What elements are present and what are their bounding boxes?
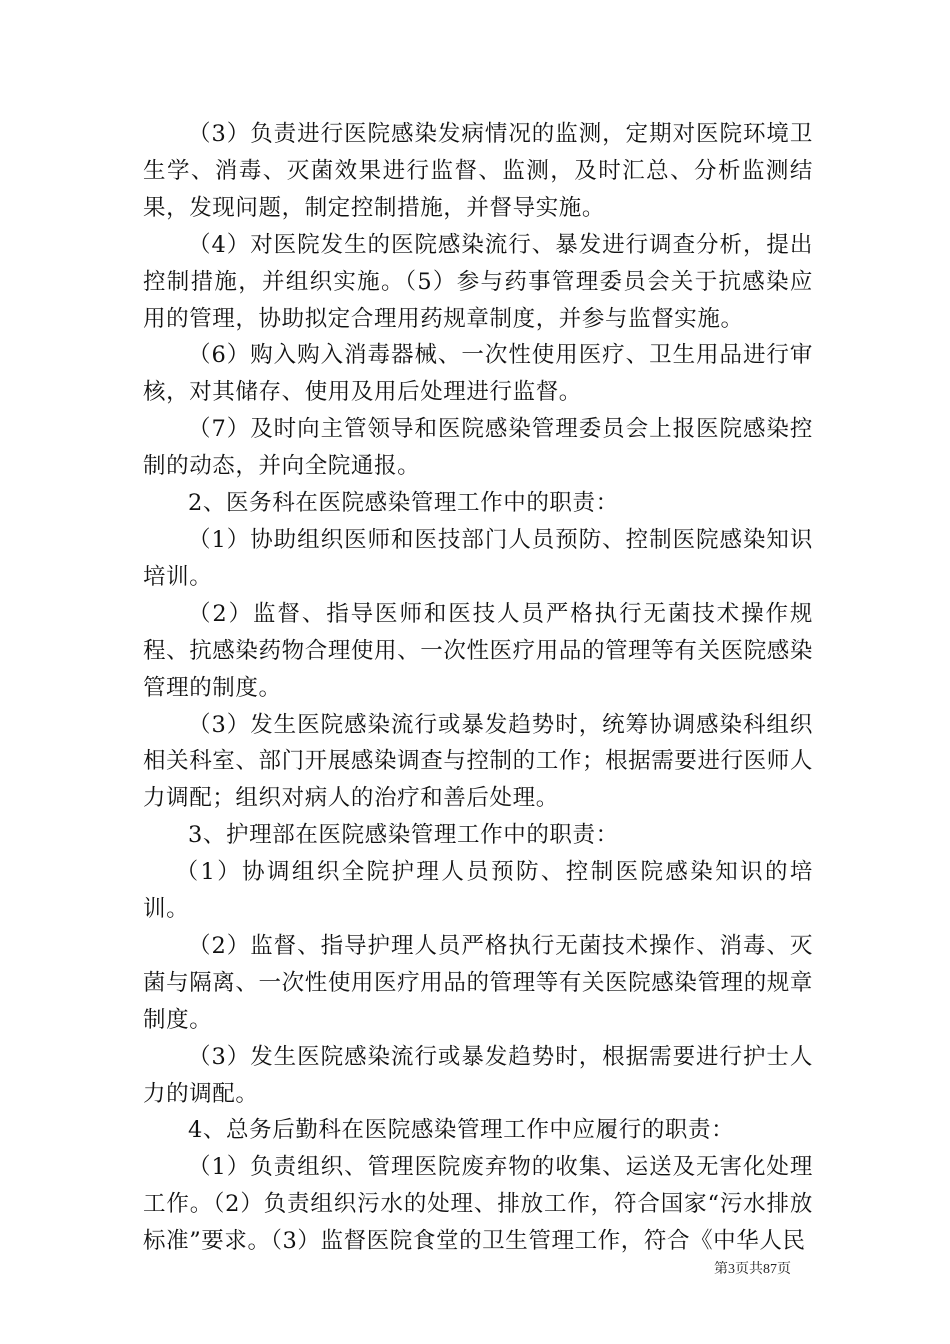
paragraph-infection-monitoring: （3）负责进行医院感染发病情况的监测，定期对医院环境卫生学、消毒、灭菌效果进行监督、监测，及时汇总、分析监测结果，发现问题，制定控制措施，并督导实施。 <box>143 121 813 221</box>
paragraph-nursing-supervision: （2）监督、指导护理人员严格执行无菌技术操作、消毒、灭菌与隔离、一次性使用医疗用品的管理等有关医院感染管理的规章制度。 <box>143 932 813 1033</box>
paragraph-procurement-review: （6）购入购入消毒器械、一次性使用医疗、卫生用品进行审核，对其储存、使用及用后处理进行监督。 <box>143 342 813 406</box>
section-heading-logistics: 4、总务后勤科在医院感染管理工作中应履行的职责： <box>188 1117 735 1144</box>
paragraph-reporting: （7）及时向主管领导和医院感染管理委员会上报医院感染控制的动态，并向全院通报。 <box>143 416 813 480</box>
paragraph-medical-outbreak-coordination: （3）发生医院感染流行或暴发趋势时，统筹协调感染科组织相关科室、部门开展感染调查与控制的工作；根据需要进行医师人力调配；组织对病人的治疗和善后处理。 <box>143 711 813 812</box>
paragraph-nursing-staffing: （3）发生医院感染流行或暴发趋势时，根据需要进行护士人力的调配。 <box>143 1043 813 1107</box>
paragraph-outbreak-investigation: （4）对医院发生的医院感染流行、暴发进行调查分析，提出控制措施，并组织实施。（5）参与药事管理委员会关于抗感染应用的管理，协助拟定合理用药规章制度，并参与监督实施。 <box>143 231 813 332</box>
document-body <box>143 116 813 1260</box>
section-heading-medical-affairs: 2、医务科在医院感染管理工作中的职责： <box>188 490 619 517</box>
paragraph-medical-training: （1）协助组织医师和医技部门人员预防、控制医院感染知识培训。 <box>143 526 813 590</box>
section-heading-nursing: 3、护理部在医院感染管理工作中的职责： <box>188 822 619 849</box>
paragraph-medical-supervision: （2）监督、指导医师和医技人员严格执行无菌技术操作规程、抗感染药物合理使用、一次性医疗用品的管理等有关医院感染管理的制度。 <box>143 600 813 701</box>
paragraph-logistics-duties: （1）负责组织、管理医院废弃物的收集、运送及无害化处理工作。（2）负责组织污水的处理、排放工作，符合国家“污水排放标准”要求。（3）监督医院食堂的卫生管理工作，符合《中华人民 <box>143 1154 813 1255</box>
paragraph-nursing-training: （1）协调组织全院护理人员预防、控制医院感染知识的培训。 <box>143 859 813 923</box>
page-number-footer: 第3页共87页 <box>714 1262 791 1277</box>
